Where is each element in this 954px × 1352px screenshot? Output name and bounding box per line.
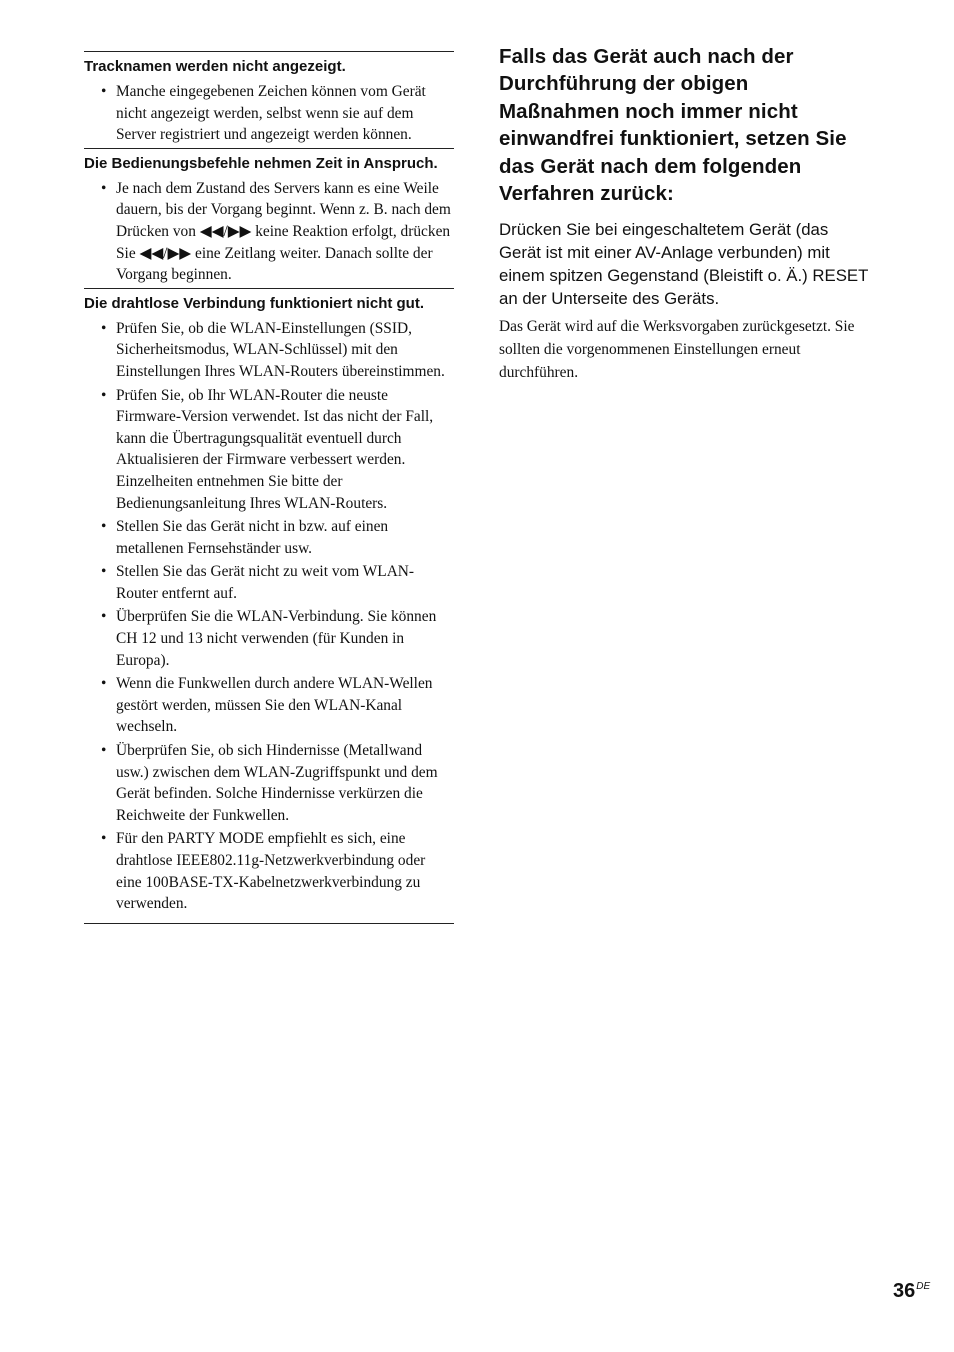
list-item: • Wenn die Funkwellen durch andere WLAN-Wellen gestört werden, müssen Sie den WLAN-Kanal wechseln. [101, 675, 433, 736]
section-title: Die Bedienungsbefehle nehmen Zeit in Anspruch. [84, 154, 438, 172]
list-item: • Prüfen Sie, ob Ihr WLAN-Router die neuste Firmware-Version verwendet. Ist das nicht der Fall, kann die Übertragungsqualität eventuell durch Aktualisieren der Firmware verbessert werden. Einzelheiten entnehmen Sie bitte der Bedienungsanleitung Ihres WLAN-Routers. [101, 386, 434, 512]
bullet-icon: • [101, 675, 107, 693]
bullet-list [84, 81, 454, 146]
bullet-icon: • [101, 179, 107, 197]
language-suffix: DE [916, 1281, 931, 1292]
bullet-icon: • [101, 319, 107, 337]
bullet-icon: • [101, 742, 107, 760]
list-item: • Stellen Sie das Gerät nicht zu weit vom WLAN-Router entfernt auf. [101, 563, 415, 602]
list-item: • Manche eingegebenen Zeichen können vom Gerät nicht angezeigt werden, selbst wenn sie auf dem Server registriert und angezeigt werden können. [101, 83, 426, 144]
list-item: • Für den PARTY MODE empfiehlt es sich, eine drahtlose IEEE802.11g-Netzwerkverbindung oder eine 100BASE-TX-Kabelnetzwerkverbindung zu verwenden. [101, 830, 426, 913]
bullet-icon: • [101, 830, 107, 848]
list-item: • Je nach dem Zustand des Servers kann es eine Weile dauern, bis der Vorgang beginnt. Wenn z. B. nach dem Drücken von ◀◀/▶▶ keine Reaktion erfolgt, drücken Sie ◀◀/▶▶ eine Zeitlang weiter. Danach sollte der Vorgang beginnen. [101, 179, 451, 284]
section-drahtlose-verbindung [84, 288, 454, 924]
bullet-icon: • [101, 563, 107, 581]
bullet-icon: • [101, 386, 107, 404]
list-item: • Überprüfen Sie die WLAN-Verbindung. Sie können CH 12 und 13 nicht verwenden (für Kunden in Europa). [101, 608, 437, 669]
page-number: 36DE [893, 1280, 931, 1302]
bullet-icon: • [101, 83, 107, 100]
bullet-icon: • [101, 608, 107, 626]
reset-instruction: Drücken Sie bei eingeschaltetem Gerät (das Gerät ist mit einer AV-Anlage verbunden) mit einem spitzen Gegenstand (Bleistift o. Ä.) RESET an der Unterseite des Geräts. [499, 220, 869, 309]
reset-result-note: Das Gerät wird auf die Werksvorgaben zurückgesetzt. Sie sollten die vorgenommenen Einstellungen erneut durchführen. [499, 318, 855, 381]
bullet-icon: • [101, 518, 107, 536]
reset-heading: Falls das Gerät auch nach der Durchführung der obigen Maßnahmen noch immer nicht einwandfrei funktioniert, setzen Sie das Gerät nach dem folgenden Verfahren zurück: [499, 45, 847, 206]
troubleshooting-left-column [84, 51, 454, 926]
section-title: Tracknamen werden nicht angezeigt. [84, 58, 346, 75]
bullet-list [84, 178, 454, 286]
list-item: • Stellen Sie das Gerät nicht in bzw. auf einen metallenen Fernsehständer usw. [101, 518, 389, 557]
section-bedienungsbefehle [84, 148, 454, 286]
list-item: • Überprüfen Sie, ob sich Hindernisse (Metallwand usw.) zwischen dem WLAN-Zugriffspunkt und dem Gerät befinden. Solche Hindernisse verkürzen die Reichweite der Funkwellen. [101, 742, 438, 824]
reset-instructions-column [499, 43, 869, 384]
section-tracknamen [84, 51, 454, 146]
bullet-list [84, 318, 454, 915]
section-title: Die drahtlose Verbindung funktioniert nicht gut. [84, 294, 425, 312]
list-item: • Prüfen Sie, ob die WLAN-Einstellungen (SSID, Sicherheitsmodus, WLAN-Schlüssel) mit den Einstellungen Ihres WLAN-Routers übereinstimmen. [101, 319, 445, 380]
